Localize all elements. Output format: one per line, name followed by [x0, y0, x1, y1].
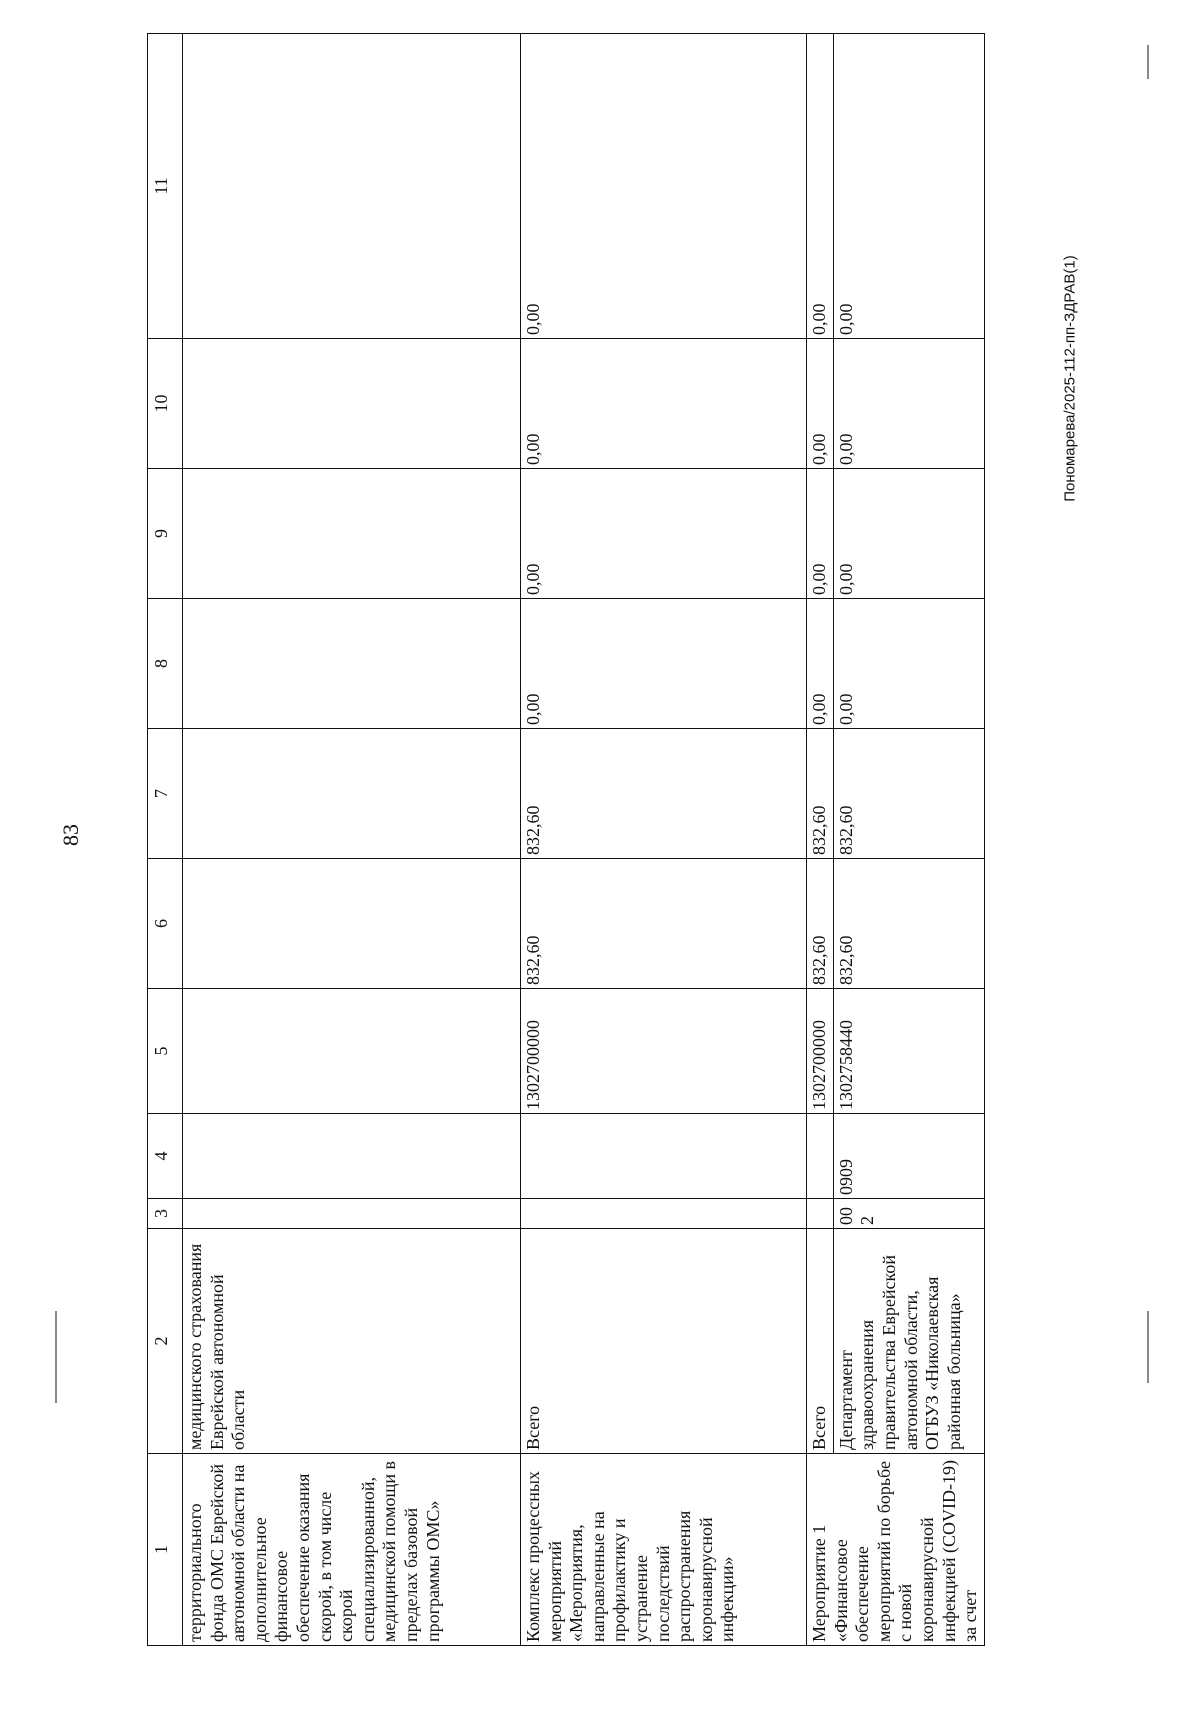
cell-value: 0,00 — [521, 339, 807, 469]
col-header-3: 3 — [148, 1199, 183, 1229]
cell-rzpr — [521, 1114, 807, 1199]
cell-csr: 1302700000 — [807, 989, 834, 1114]
col-header-2: 2 — [148, 1229, 183, 1454]
cell-rzpr — [183, 1114, 521, 1199]
cell-program-name: Мероприятие 1 «Финансовое обеспечение мероприятий по борьбе с новой коронавирусной инфекцией (COVID-19) за счет — [807, 1454, 985, 1646]
col-header-7: 7 — [148, 729, 183, 859]
cell-value: 0,00 — [807, 34, 834, 339]
cell-value: 0,00 — [807, 599, 834, 729]
table-row — [833, 34, 984, 1646]
cell-rzpr: 0909 — [833, 1114, 984, 1199]
col-header-9: 9 — [148, 469, 183, 599]
cell-csr — [183, 989, 521, 1114]
cell-grbs — [521, 1199, 807, 1229]
cell-executor: Всего — [521, 1229, 807, 1454]
cell-value: 832,60 — [833, 729, 984, 859]
cell-value — [183, 34, 521, 339]
cell-grbs — [807, 1199, 834, 1229]
cell-executor: Департамент здравоохранения правительства Еврейской автономной области, ОГБУЗ «Николаевская районная больница» — [833, 1229, 984, 1454]
cell-executor: медицинского страхования Еврейской автономной области — [183, 1229, 521, 1454]
col-header-11: 11 — [148, 34, 183, 339]
budget-table — [147, 33, 985, 1646]
margin-mark — [55, 1311, 57, 1403]
table-rotator — [147, 34, 1117, 1646]
cell-value: 0,00 — [807, 339, 834, 469]
cell-value: 832,60 — [807, 859, 834, 989]
cell-value: 0,00 — [521, 469, 807, 599]
cell-value: 0,00 — [833, 599, 984, 729]
cell-grbs — [183, 1199, 521, 1229]
cell-value — [183, 339, 521, 469]
table-row — [807, 34, 834, 1646]
cell-value: 0,00 — [807, 469, 834, 599]
col-header-8: 8 — [148, 599, 183, 729]
cell-value — [183, 859, 521, 989]
cell-value — [183, 469, 521, 599]
table-row — [183, 34, 521, 1646]
cell-value: 0,00 — [833, 34, 984, 339]
page-number: 83 — [58, 824, 83, 846]
document-id: Пономарева/2025-112-пп-ЗДРАВ(1) — [1061, 255, 1079, 502]
cell-value: 0,00 — [833, 469, 984, 599]
col-header-6: 6 — [148, 859, 183, 989]
cell-value: 0,00 — [833, 339, 984, 469]
margin-mark — [1147, 1311, 1149, 1383]
cell-value: 832,60 — [833, 859, 984, 989]
table-row — [521, 34, 807, 1646]
cell-value: 0,00 — [521, 34, 807, 339]
table-header-row — [148, 34, 183, 1646]
cell-program-name: Комплекс процессных мероприятий «Мероприятия, направленные на профилактику и устранение последствий распространения коронавирусной инфекции» — [521, 1454, 807, 1646]
cell-value: 832,60 — [521, 859, 807, 989]
col-header-10: 10 — [148, 339, 183, 469]
cell-value — [183, 729, 521, 859]
cell-executor: Всего — [807, 1229, 834, 1454]
cell-value: 832,60 — [807, 729, 834, 859]
cell-rzpr — [807, 1114, 834, 1199]
cell-value: 0,00 — [521, 599, 807, 729]
col-header-5: 5 — [148, 989, 183, 1114]
margin-mark — [1147, 45, 1149, 79]
cell-csr: 1302758440 — [833, 989, 984, 1114]
cell-csr: 1302700000 — [521, 989, 807, 1114]
cell-value: 832,60 — [521, 729, 807, 859]
cell-value — [183, 599, 521, 729]
col-header-1: 1 — [148, 1454, 183, 1646]
col-header-4: 4 — [148, 1114, 183, 1199]
cell-program-name: территориального фонда ОМС Еврейской автономной области на дополнительное финансовое обеспечение оказания скорой, в том числе скорой специализированной, медицинской помощи в пределах базовой программы ОМС» — [183, 1454, 521, 1646]
cell-grbs: 002 — [833, 1199, 984, 1229]
